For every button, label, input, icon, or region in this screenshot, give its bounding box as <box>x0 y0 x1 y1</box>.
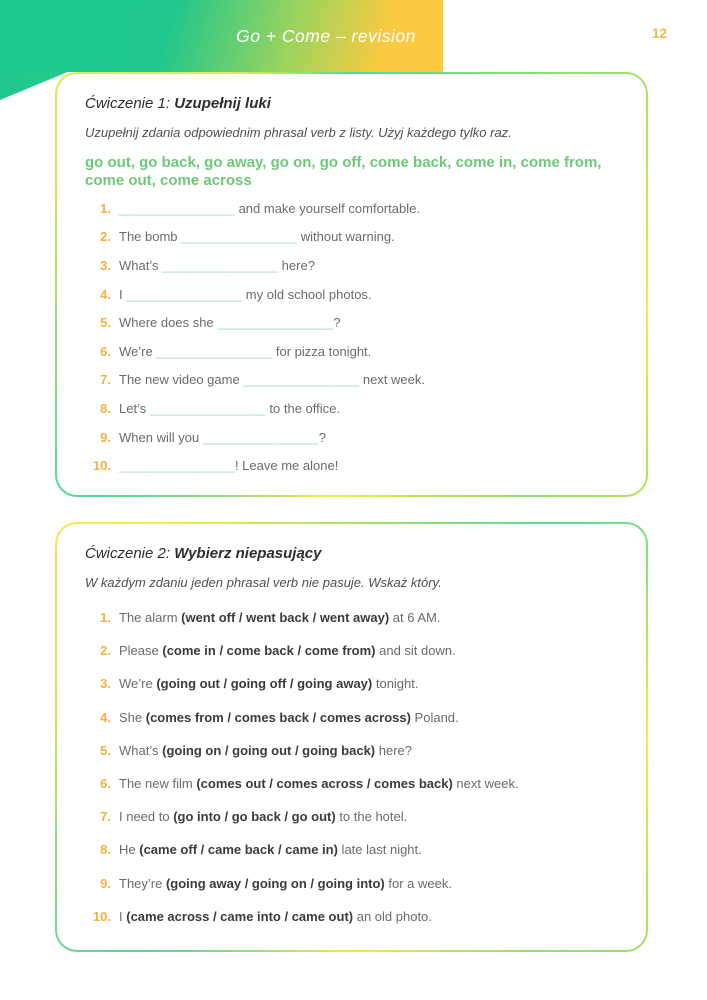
item-number: 9. <box>100 429 111 445</box>
item-sentence <box>119 643 456 658</box>
sentence-prefix: We’re <box>119 676 157 692</box>
sentence-prefix: He <box>119 842 140 858</box>
fill-gap-item <box>85 423 616 452</box>
choose-odd-item <box>85 701 616 734</box>
sentence-suffix: here? <box>278 257 315 273</box>
sentence-suffix: next week. <box>359 372 426 388</box>
item-sentence <box>119 909 432 924</box>
sentence-prefix: Where does she <box>119 315 218 331</box>
exercise1-instruction: Uzupełnij zdania odpowiednim phrasal verb z listy. Użyj każdego tylko raz. <box>85 125 512 140</box>
item-number: 10. <box>92 908 111 924</box>
choose-odd-item <box>85 833 616 866</box>
item-number: 1. <box>100 610 111 626</box>
sentence-prefix: I <box>119 908 127 924</box>
answer-blank: _______________ <box>243 372 360 388</box>
sentence-suffix: to the office. <box>265 400 340 416</box>
sentence-suffix: Poland. <box>410 709 459 725</box>
sentence-prefix: I <box>119 286 127 302</box>
exercise1-card <box>55 72 648 497</box>
item-number: 2. <box>100 643 111 659</box>
item-number: 4. <box>100 286 111 302</box>
phrasal-verb-options: (comes from / comes back / comes across) <box>145 709 411 725</box>
answer-blank: _______________ <box>119 458 235 474</box>
item-number: 7. <box>100 809 111 825</box>
sentence-prefix: What’s <box>119 257 163 273</box>
item-number: 6. <box>100 776 111 792</box>
phrasal-verb-options: (comes out / comes across / comes back) <box>196 776 453 792</box>
answer-blank: _______________ <box>119 200 235 216</box>
item-sentence <box>119 743 412 758</box>
item-number: 5. <box>100 315 111 331</box>
phrasal-verb-options: (went off / went back / went away) <box>181 610 390 626</box>
fill-gap-item <box>85 308 616 337</box>
sentence-suffix: ? <box>318 429 326 445</box>
answer-blank: _______________ <box>162 257 279 273</box>
phrasal-verb-options: (going away / going on / going into) <box>165 875 385 891</box>
fill-gap-item <box>85 223 616 252</box>
sentence-suffix: tonight. <box>372 676 419 692</box>
choose-odd-item <box>85 634 616 667</box>
item-sentence <box>119 809 407 824</box>
sentence-suffix: next week. <box>452 776 519 792</box>
item-sentence <box>119 676 419 691</box>
word-bank: go out, go back, go away, go on, go off, come back, come in, come from, come out, come across <box>85 154 602 189</box>
item-sentence <box>119 315 340 330</box>
item-number: 6. <box>100 343 111 359</box>
page-title: Go + Come – revision <box>236 26 416 46</box>
fill-gap-item <box>85 251 616 280</box>
fill-gap-item <box>85 280 616 309</box>
answer-blank: _______________ <box>126 286 243 302</box>
phrasal-verb-options: (go into / go back / go out) <box>173 809 336 825</box>
item-number: 3. <box>100 676 111 692</box>
phrasal-verb-options: (came across / came into / came out) <box>126 908 354 924</box>
item-sentence <box>119 610 441 625</box>
sentence-suffix: for a week. <box>384 875 452 891</box>
exercise2-items <box>85 601 616 933</box>
exercise1-items <box>85 194 616 480</box>
item-number: 5. <box>100 742 111 758</box>
sentence-suffix: my old school photos. <box>242 286 372 302</box>
choose-odd-item <box>85 867 616 900</box>
item-sentence <box>119 458 338 473</box>
sentence-suffix: and make yourself comfortable. <box>234 200 420 216</box>
fill-gap-item <box>85 366 616 395</box>
exercise2-title: Wybierz niepasujący <box>174 545 322 562</box>
item-sentence <box>119 344 371 359</box>
sentence-suffix: ? <box>333 315 341 331</box>
item-number: 2. <box>100 229 111 245</box>
item-sentence <box>119 201 420 216</box>
answer-blank: _______________ <box>156 343 273 359</box>
item-number: 10. <box>92 458 111 474</box>
sentence-suffix: ! Leave me alone! <box>234 458 339 474</box>
exercise1-label: Ćwiczenie 1: <box>85 95 175 112</box>
sentence-suffix: an old photo. <box>353 908 432 924</box>
item-number: 3. <box>100 257 111 273</box>
item-number: 7. <box>100 372 111 388</box>
answer-blank: _______________ <box>149 400 266 416</box>
item-number: 8. <box>100 400 111 416</box>
exercise2-heading <box>85 544 616 564</box>
item-sentence <box>119 876 452 891</box>
exercise1-heading <box>85 94 616 114</box>
phrasal-verb-options: (going on / going out / going back) <box>162 742 376 758</box>
answer-blank: _______________ <box>181 229 298 245</box>
sentence-suffix: at 6 AM. <box>389 610 441 626</box>
choose-odd-item <box>85 767 616 800</box>
sentence-prefix: We’re <box>119 343 157 359</box>
page-number: 12 <box>651 26 667 41</box>
item-sentence <box>119 430 326 445</box>
sentence-prefix: The bomb <box>119 229 182 245</box>
phrasal-verb-options: (come in / come back / come from) <box>162 643 376 659</box>
exercise2-label: Ćwiczenie 2: <box>85 545 175 562</box>
exercise1-title: Uzupełnij luki <box>174 95 271 112</box>
fill-gap-item <box>85 337 616 366</box>
sentence-suffix: and sit down. <box>375 643 456 659</box>
sentence-suffix: here? <box>375 742 412 758</box>
item-number: 4. <box>100 709 111 725</box>
choose-odd-item <box>85 900 616 933</box>
sentence-prefix: I need to <box>119 809 174 825</box>
item-sentence <box>119 258 315 273</box>
sentence-prefix: Please <box>119 643 163 659</box>
sentence-prefix: Let’s <box>119 400 150 416</box>
sentence-prefix: The new film <box>119 776 197 792</box>
exercise2-card <box>55 522 648 952</box>
fill-gap-item <box>85 394 616 423</box>
fill-gap-item <box>85 194 616 223</box>
sentence-prefix: She <box>119 709 146 725</box>
choose-odd-item <box>85 734 616 767</box>
phrasal-verb-options: (came off / came back / came in) <box>139 842 338 858</box>
phrasal-verb-options: (going out / going off / going away) <box>156 676 373 692</box>
item-sentence <box>119 229 395 244</box>
answer-blank: _______________ <box>217 315 334 331</box>
choose-odd-item <box>85 601 616 634</box>
sentence-prefix: They’re <box>119 875 166 891</box>
fill-gap-item <box>85 451 616 480</box>
choose-odd-item <box>85 667 616 700</box>
sentence-prefix: The alarm <box>119 610 182 626</box>
sentence-suffix: without warning. <box>297 229 395 245</box>
sentence-suffix: late last night. <box>337 842 422 858</box>
sentence-suffix: to the hotel. <box>335 809 408 825</box>
choose-odd-item <box>85 800 616 833</box>
item-number: 1. <box>100 200 111 216</box>
item-number: 9. <box>100 875 111 891</box>
item-sentence <box>119 287 372 302</box>
exercise2-instruction: W każdym zdaniu jeden phrasal verb nie pasuje. Wskaż który. <box>85 575 442 590</box>
sentence-prefix: The new video game <box>119 372 244 388</box>
answer-blank: _______________ <box>202 429 319 445</box>
item-sentence <box>119 401 340 416</box>
item-number: 8. <box>100 842 111 858</box>
item-sentence <box>119 372 425 387</box>
sentence-suffix: for pizza tonight. <box>272 343 372 359</box>
item-sentence <box>119 710 459 725</box>
item-sentence <box>119 842 422 857</box>
item-sentence <box>119 776 519 791</box>
sentence-prefix: When will you <box>119 429 203 445</box>
sentence-prefix: What’s <box>119 742 163 758</box>
